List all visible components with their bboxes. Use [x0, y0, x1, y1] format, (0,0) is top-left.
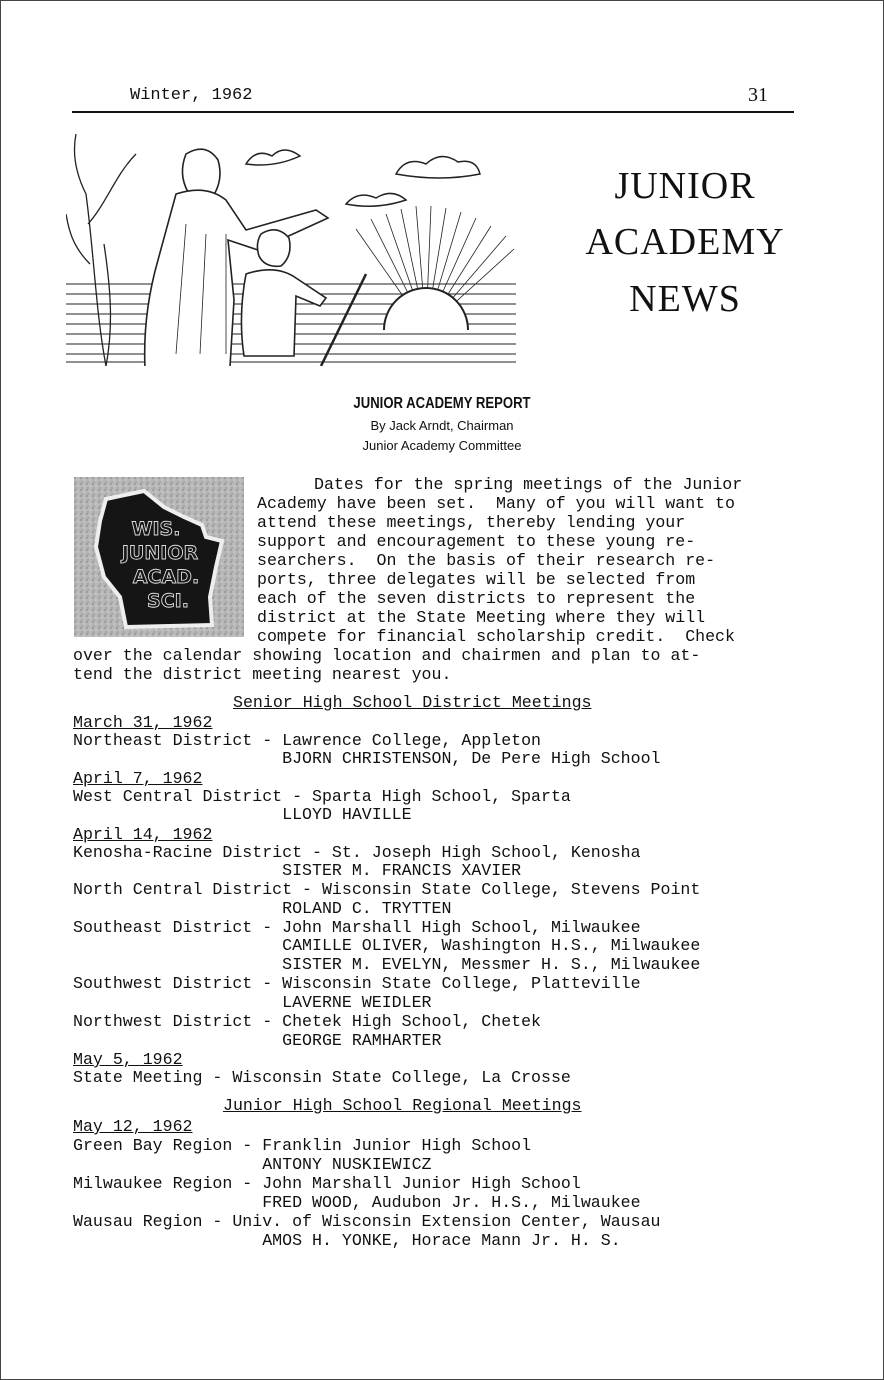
clouds	[246, 150, 480, 206]
body-line: each of the seven districts to represent the	[257, 589, 696, 608]
meeting-line: GEORGE RAMHARTER	[73, 1031, 442, 1050]
body-line: over the calendar showing location and chairmen and plan to at-	[73, 646, 701, 665]
meeting-line: Green Bay Region - Franklin Junior High School	[73, 1136, 532, 1155]
meeting-line: ANTONY NUSKIEWICZ	[73, 1155, 432, 1174]
body-line: searchers. On the basis of their research re-	[257, 551, 716, 570]
meeting-line: SISTER M. EVELYN, Messmer H. S., Milwaukee	[73, 955, 701, 974]
senior-heading: Senior High School District Meetings	[233, 693, 592, 712]
boy-figure	[241, 230, 366, 366]
meeting-line: North Central District - Wisconsin State College, Stevens Point	[73, 880, 701, 899]
body-line: district at the State Meeting where they will	[257, 608, 706, 627]
meeting-date: May 5, 1962	[73, 1050, 183, 1069]
seal-text-line: ACAD.	[132, 566, 200, 588]
meeting-line: LLOYD HAVILLE	[73, 805, 412, 824]
report-title: JUNIOR ACADEMY REPORT	[353, 395, 531, 412]
body-line: compete for financial scholarship credit. Check	[257, 627, 735, 646]
masthead-line-3: NEWS	[629, 278, 741, 320]
meeting-line: Southwest District - Wisconsin State College, Platteville	[73, 974, 641, 993]
body-line: tend the district meeting nearest you.	[73, 665, 452, 684]
meeting-line: CAMILLE OLIVER, Washington H.S., Milwaukee	[73, 936, 701, 955]
meeting-line: ROLAND C. TRYTTEN	[73, 899, 452, 918]
wisconsin-seal-photo	[74, 477, 244, 637]
seal-text-line: WIS.	[131, 518, 181, 540]
meeting-line: Northeast District - Lawrence College, Appleton	[73, 731, 542, 750]
meeting-line: State Meeting - Wisconsin State College, La Crosse	[73, 1068, 571, 1087]
report-committee: Junior Academy Committee	[362, 438, 522, 453]
meeting-date: March 31, 1962	[73, 713, 213, 732]
body-line: ports, three delegates will be selected from	[257, 570, 696, 589]
meeting-line: Northwest District - Chetek High School, Chetek	[73, 1012, 542, 1031]
page-number: 31	[748, 84, 768, 106]
body-line: support and encouragement to these young re-	[257, 532, 696, 551]
meeting-line: Milwaukee Region - John Marshall Junior High School	[73, 1174, 581, 1193]
meeting-date: May 12, 1962	[73, 1117, 193, 1136]
meeting-line: Kenosha-Racine District - St. Joseph High School, Kenosha	[73, 843, 641, 862]
body-line: Academy have been set. Many of you will want to	[257, 494, 735, 513]
seal-text-line: SCI.	[147, 590, 189, 612]
seal-text-line: JUNIOR	[121, 542, 199, 564]
junior-heading: Junior High School Regional Meetings	[223, 1096, 582, 1115]
tree	[66, 134, 136, 366]
meeting-line: BJORN CHRISTENSON, De Pere High School	[73, 749, 661, 768]
meeting-line: SISTER M. FRANCIS XAVIER	[73, 861, 522, 880]
meeting-date: April 7, 1962	[73, 769, 203, 788]
masthead-line-2: ACADEMY	[585, 221, 785, 263]
header-rule	[72, 111, 794, 113]
woman-figure	[145, 149, 328, 366]
meeting-line: LAVERNE WEIDLER	[73, 993, 432, 1012]
body-line: Dates for the spring meetings of the Junior	[314, 475, 743, 494]
meeting-line: FRED WOOD, Audubon Jr. H.S., Milwaukee	[73, 1193, 641, 1212]
running-head-title: Winter, 1962	[130, 86, 253, 105]
body-line: attend these meetings, thereby lending your	[257, 513, 686, 532]
meeting-line: West Central District - Sparta High School, Sparta	[73, 787, 571, 806]
woodcut-illustration	[66, 134, 516, 366]
meeting-date: April 14, 1962	[73, 825, 213, 844]
meeting-line: AMOS H. YONKE, Horace Mann Jr. H. S.	[73, 1231, 621, 1250]
report-byline: By Jack Arndt, Chairman	[370, 418, 514, 433]
meeting-line: Wausau Region - Univ. of Wisconsin Extension Center, Wausau	[73, 1212, 661, 1231]
meeting-line: Southeast District - John Marshall High School, Milwaukee	[73, 918, 641, 937]
masthead-line-1: JUNIOR	[614, 165, 756, 207]
